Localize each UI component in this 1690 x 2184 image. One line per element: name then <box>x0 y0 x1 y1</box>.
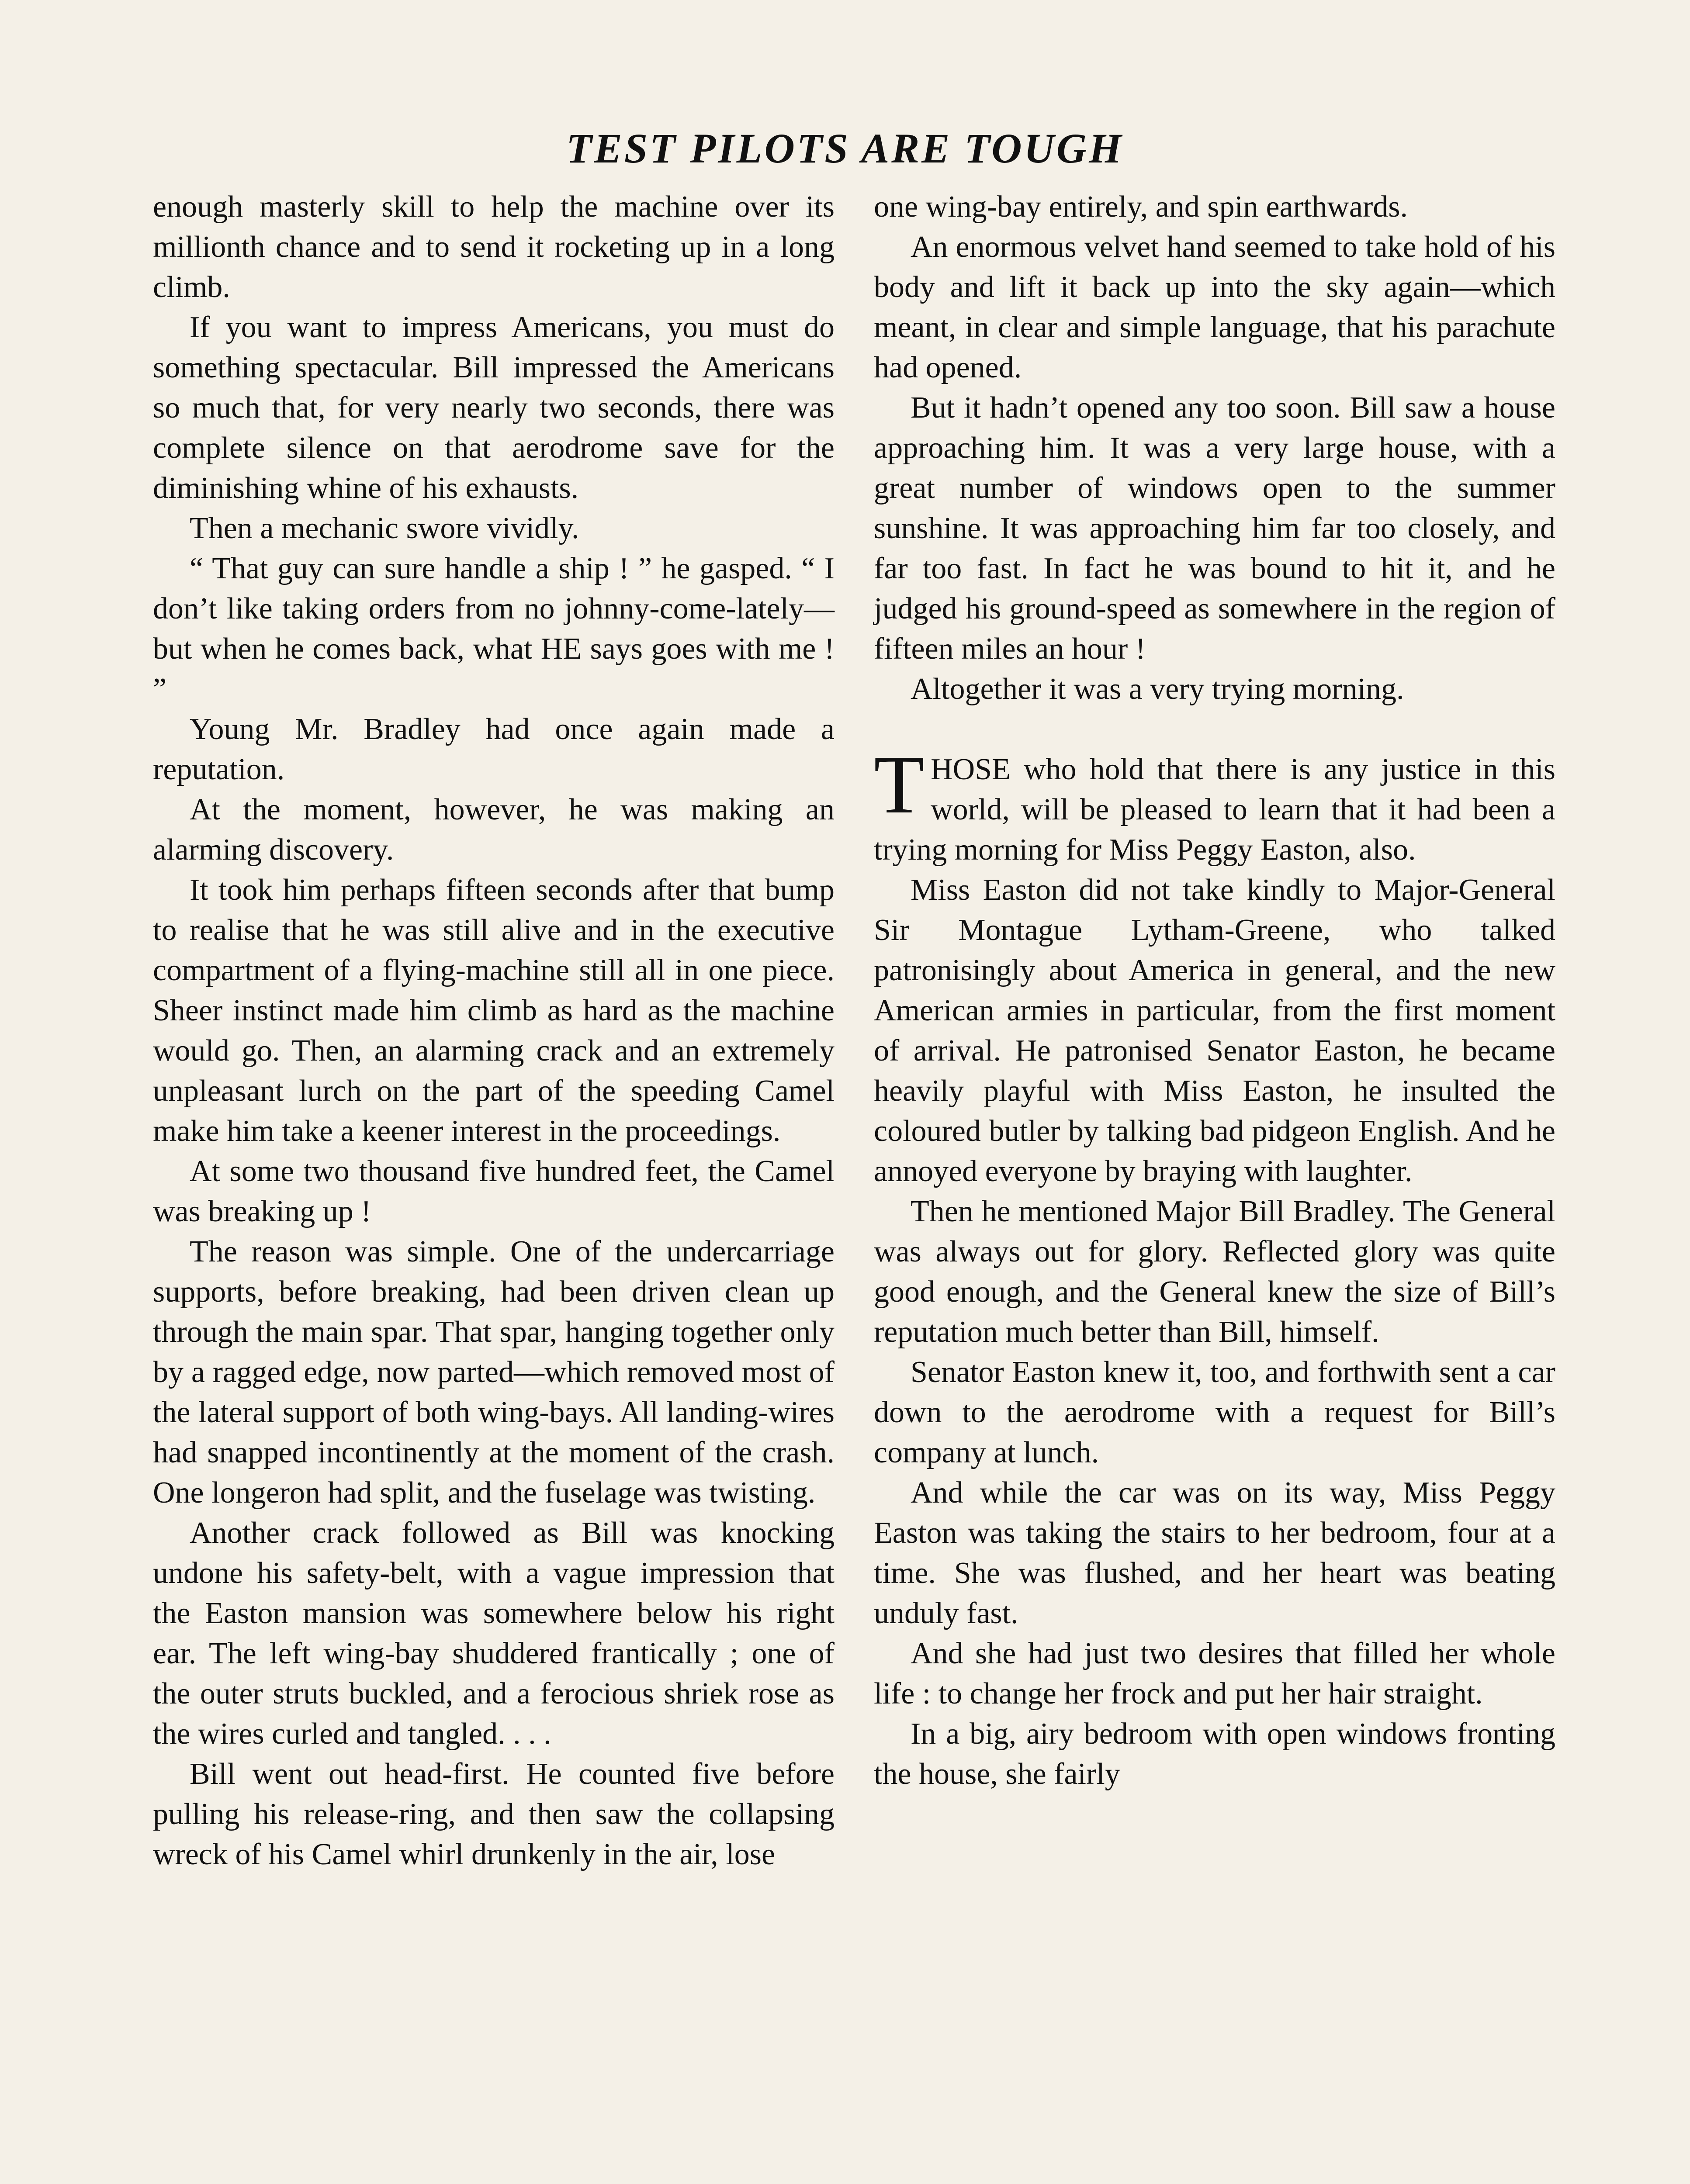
running-title: TEST PILOTS ARE TOUGH <box>566 125 1124 172</box>
paragraph: An enormous velvet hand seemed to take hold of his body and lift it back up into the sky again—which meant, in clear and simple language, that his parachute had opened. <box>874 230 1555 384</box>
paragraph: Then he mentioned Major Bill Bradley. The General was always out for glory. Reflected glory was quite good enough, and the General knew the size of Bill’s reputation much better than Bill, himself. <box>874 1195 1555 1349</box>
section-opening-text: HOSE who hold that there is any justice in this world, will be pleased to learn that it had been a trying morning for Miss Peggy Easton, also. <box>874 753 1555 867</box>
paragraph: Senator Easton knew it, too, and forthwith sent a car down to the aerodrome with a request for Bill’s company at lunch. <box>874 1355 1555 1469</box>
paragraph: one wing-bay entirely, and spin earthwards. <box>874 190 1408 224</box>
paragraph: And she had just two desires that filled her whole life : to change her frock and put her hair straight. <box>874 1637 1555 1711</box>
section-opening-paragraph <box>874 739 1555 870</box>
paragraph: At some two thousand five hundred feet, the Camel was breaking up ! <box>153 1154 835 1228</box>
left-column <box>153 187 835 1875</box>
paragraph: “ That guy can sure handle a ship ! ” he gasped. “ I don’t like taking orders from no johnny-come-lately—but when he comes back, what HE says goes with me ! ” <box>153 552 835 706</box>
drop-cap: T <box>874 739 925 831</box>
paragraph: At the moment, however, he was making an alarming discovery. <box>153 793 835 867</box>
paragraph: In a big, airy bedroom with open windows fronting the house, she fairly <box>874 1717 1555 1791</box>
paragraph: Another crack followed as Bill was knocking undone his safety-belt, with a vague impression that the Easton mansion was somewhere below his right ear. The left wing-bay shuddered frantically ; one of the outer struts buckled, and a ferocious shriek rose as the wires curled and tangled. . . . <box>153 1516 835 1751</box>
paragraph: Miss Easton did not take kindly to Major-General Sir Montague Lytham-Greene, who talked patronisingly about America in general, and the new American armies in particular, from the first moment of arrival. He patronised Senator Easton, he became heavily playful with Miss Easton, he insulted the coloured butler by talking bad pidgeon English. And he annoyed everyone by braying with laughter. <box>874 873 1555 1188</box>
paragraph: enough masterly skill to help the machine over its millionth chance and to send it rocketing up in a long climb. <box>153 190 835 304</box>
paragraph: The reason was simple. One of the undercarriage supports, before breaking, had been driven clean up through the main spar. That spar, hanging together only by a ragged edge, now parted—which removed most of the lateral support of both wing-bays. All landing-wires had snapped incontinently at the moment of the crash. One longeron had split, and the fuselage was twisting. <box>153 1235 835 1510</box>
paragraph: But it hadn’t opened any too soon. Bill saw a house approaching him. It was a very large house, with a great number of windows open to the summer sunshine. It was approaching him far too closely, and far too fast. In fact he was bound to hit it, and he judged his ground-speed as somewhere in the region of fifteen miles an hour ! <box>874 391 1555 666</box>
paragraph: Bill went out head-first. He counted five before pulling his release-ring, and then saw the collapsing wreck of his Camel whirl drunkenly in the air, lose <box>153 1757 835 1871</box>
paragraph: Altogether it was a very trying morning. <box>911 672 1404 706</box>
paragraph: Then a mechanic swore vividly. <box>190 511 579 545</box>
paragraph: Young Mr. Bradley had once again made a reputation. <box>153 712 835 786</box>
right-column <box>874 187 1555 1794</box>
paragraph: If you want to impress Americans, you must do something spectacular. Bill impressed the Americans so much that, for very nearly two seconds, there was complete silence on that aerodrome save for the diminishing whine of his exhausts. <box>153 311 835 505</box>
paragraph: It took him perhaps fifteen seconds after that bump to realise that he was still alive and in the executive compartment of a flying-machine still all in one piece. Sheer instinct made him climb as hard as the machine would go. Then, an alarming crack and an extremely unpleasant lurch on the part of the speeding Camel make him take a keener interest in the proceedings. <box>153 873 835 1148</box>
paragraph: And while the car was on its way, Miss Peggy Easton was taking the stairs to her bedroom, four at a time. She was flushed, and her heart was beating unduly fast. <box>874 1476 1555 1630</box>
